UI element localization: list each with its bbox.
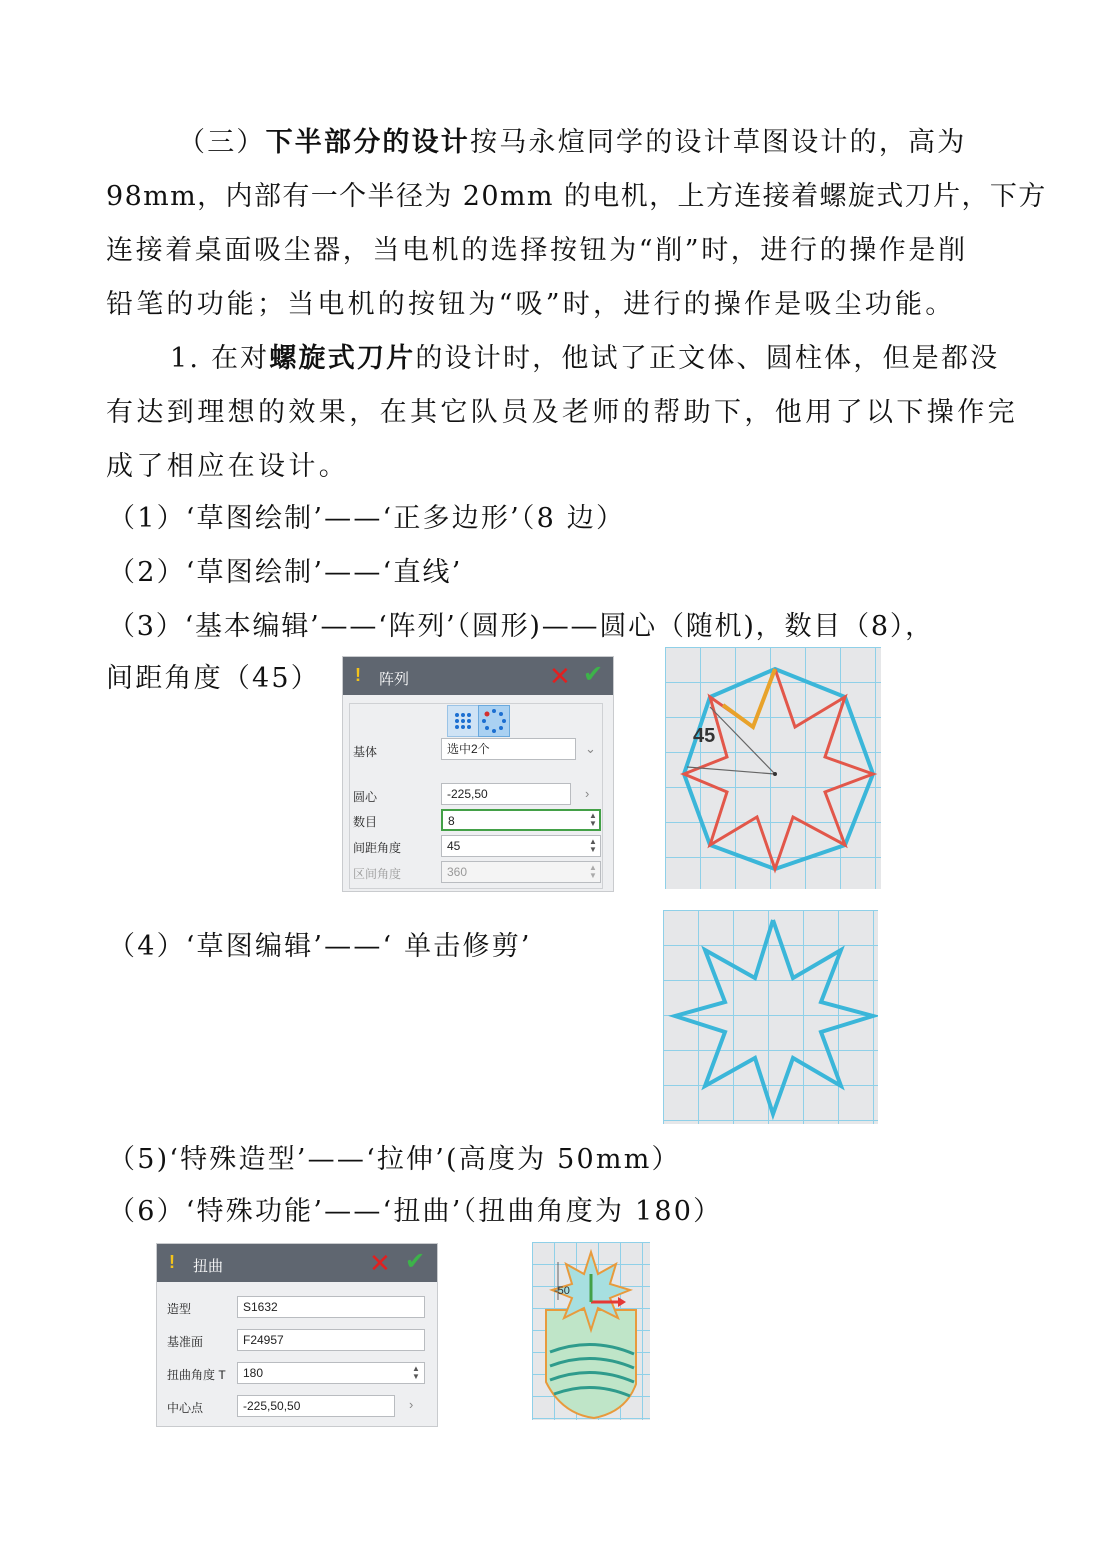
range-angle-stepper-icon: ▲ ▼	[589, 863, 597, 880]
highlight-segment	[723, 669, 775, 727]
center-input[interactable]: -225,50	[441, 783, 571, 805]
chevron-right-icon[interactable]: ›	[409, 1397, 414, 1412]
paragraph-2-text: 的设计时，他试了正文体、圆柱体，但是都没	[415, 343, 1000, 374]
step-3: （3）‘基本编辑’——‘阵列’（圆形)——圆心（随机)，数目（8），	[108, 611, 934, 642]
paragraph-2-heading: 螺旋式刀片	[269, 343, 416, 374]
warning-icon: !	[169, 1252, 175, 1272]
shape-input[interactable]: S1632	[237, 1296, 425, 1318]
step-2: （2）‘草图绘制’——‘直线’	[108, 557, 463, 588]
chevron-down-icon[interactable]: ⌄	[585, 741, 596, 756]
twist-angle-stepper-icon[interactable]: ▲ ▼	[412, 1364, 420, 1381]
paragraph-2-line-1	[170, 336, 999, 375]
paragraph-1-line-4: 铅笔的功能；当电机的按钮为“吸”时，进行的操作是吸尘功能。	[106, 289, 956, 320]
warning-icon: !	[355, 665, 361, 685]
step-4: （4）‘草图编辑’——‘ 单击修剪’	[108, 931, 532, 962]
shape-label: 造型	[167, 1302, 192, 1316]
center-point-input[interactable]: -225,50,50	[237, 1395, 395, 1417]
array-dialog-title: 阵列	[379, 671, 410, 688]
star-sketch	[663, 910, 878, 1124]
twist-dialog-title: 扭曲	[193, 1258, 224, 1275]
twist-angle-input[interactable]: 180	[237, 1362, 425, 1384]
datum-plane-input[interactable]: F24957	[237, 1329, 425, 1351]
array-dialog-titlebar	[343, 657, 613, 695]
paragraph-2-prefix: 1. 在对	[170, 343, 270, 374]
base-label: 基体	[353, 745, 378, 759]
spacing-angle-stepper-icon[interactable]: ▲ ▼	[589, 837, 597, 854]
grid-dots-icon	[448, 706, 478, 736]
paragraph-2-line-3: 成了相应在设计。	[106, 451, 350, 482]
paragraph-1-line-1	[178, 120, 966, 159]
array-sketch-view	[665, 647, 881, 889]
paragraph-2-line-2: 有达到理想的效果，在其它队员及老师的帮助下，他用了以下操作完	[106, 397, 1018, 428]
paragraph-1-line-2: 98mm，内部有一个半径为 20mm 的电机，上方连接着螺旋式刀片，下方	[106, 181, 1047, 212]
circular-array-icon[interactable]	[478, 705, 510, 737]
twist-model-view	[532, 1242, 650, 1420]
paragraph-1-text: 按马永煊同学的设计草图设计的，高为	[470, 127, 967, 158]
trimmed-star-outline	[675, 920, 873, 1114]
step-6: （6）‘特殊功能’——‘扭曲’（扭曲角度为 180）	[108, 1196, 723, 1227]
datum-plane-label: 基准面	[167, 1335, 204, 1349]
center-label: 圆心	[353, 790, 378, 804]
step-5: （5)‘特殊造型’——‘拉伸’(高度为 50mm）	[108, 1144, 681, 1175]
cancel-icon[interactable]: ✕	[369, 1248, 391, 1278]
confirm-icon[interactable]: ✔	[405, 1248, 426, 1275]
count-input[interactable]: 8	[441, 809, 601, 831]
range-angle-label: 区间角度	[353, 867, 402, 881]
height-annotation: -50	[554, 1285, 570, 1297]
section-heading: 下半部分的设计	[265, 127, 471, 158]
step-3-continued: 间距角度（45）	[106, 663, 320, 694]
paragraph-1-line-3: 连接着桌面吸尘器，当电机的选择按钮为“削”时，进行的操作是削	[106, 235, 968, 266]
base-select[interactable]: 选中2个	[441, 738, 576, 760]
section-prefix: （三）	[178, 127, 266, 158]
count-stepper-icon[interactable]: ▲ ▼	[589, 811, 597, 828]
chevron-right-icon[interactable]: ›	[585, 786, 590, 801]
octagon-star-sketch	[665, 647, 881, 889]
confirm-icon[interactable]: ✔	[583, 661, 604, 688]
twisted-blade-model	[532, 1242, 650, 1420]
twist-dialog	[156, 1243, 438, 1427]
center-point-label: 中心点	[167, 1401, 204, 1415]
circle-dots-icon	[479, 706, 509, 736]
spacing-angle-input[interactable]: 45	[441, 835, 601, 857]
twist-dialog-titlebar	[157, 1244, 437, 1282]
array-dialog	[342, 656, 614, 892]
linear-array-icon[interactable]	[447, 705, 479, 737]
cancel-icon[interactable]: ✕	[549, 661, 571, 691]
twist-angle-label: 扭曲角度 T	[167, 1368, 226, 1382]
count-label: 数目	[353, 815, 378, 829]
trim-sketch-view	[663, 910, 878, 1124]
step-1: （1）‘草图绘制’——‘正多边形’（8 边）	[108, 503, 626, 534]
spacing-angle-label: 间距角度	[353, 841, 402, 855]
angle-label: 45	[693, 725, 716, 747]
range-angle-input: 360	[441, 861, 601, 883]
